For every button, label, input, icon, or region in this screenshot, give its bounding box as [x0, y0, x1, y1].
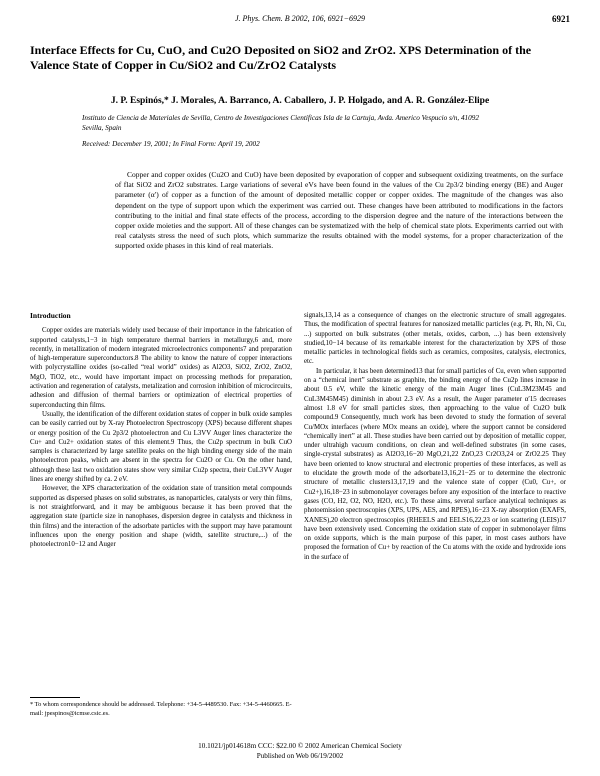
- body-paragraph: signals,13,14 as a consequence of changes on the electronic structure of small aggregates. Thus, the modification of spectral features for nanosized metallic particles (e.g. Pt, Rh, Ni, Cu, ...) supported on bulk substrates (other metals, oxides, carbon, ...) has been extensively studied,10−14 because of its remarkable interest for the characterization by XPS of those metallic particles in technological fields such as ceramics, composites, catalysis, electronics, etc.: [304, 312, 566, 366]
- abstract-text: Copper and copper oxides (Cu2O and CuO) have been deposited by evaporation of copper and subsequent oxidizing treatments, on the surface of flat SiO2 and ZrO2 substrates. Large variations of several eVs have been found in the values of the Cu 2p3/2 binding energy (BE) and Auger parameter (α′) of copper as a function of the amount of deposited metallic copper or copper oxides. The magnitude of the changes was also dependent on the type of support upon which the experiment was carried out. These changes have been attributed to modifications in the factors contributing to the initial and final state effects of the process, according to the dispersion degree and the nature of the interactions between the copper oxide moieties and the support. All of these changes can be systematized with the help of chemical state plots. Experiments carried out with real catalysts stress the need of such plots, which summarize the results obtained with the model systems, for a proper characterization of the supported oxide phases in this kind of real materials.: [115, 170, 563, 251]
- running-header: [30, 14, 570, 28]
- paper-title: Interface Effects for Cu, CuO, and Cu2O Deposited on SiO2 and ZrO2. XPS Determination of the Valence State of Copper in Cu/SiO2 and Cu/ZrO2 Catalysts: [30, 43, 532, 72]
- correspondence-footnote: * To whom correspondence should be addressed. Telephone: +34-5-4489530. Fax: +34-5-4460665. E-mail: jpespinos@icmse.csic.es.: [30, 701, 292, 717]
- author-list: J. P. Espinós,* J. Morales, A. Barranco, A. Caballero, J. P. Holgado, and A. R. González-Elipe: [110, 96, 490, 106]
- page-footer: [0, 742, 600, 761]
- body-paragraph: However, the XPS characterization of the oxidation state of transition metal compounds supported as dispersed phases on solid substrates, as nanoparticles, catalysts or very thin films, is not straightforward, and it may be ambiguous because it has been proved that the aggregation state (particle size in nanophases, dispersion degree in catalysts and thickness in thin films) and the interaction of the adsorbate particles with the support may have paramount influences upon the energy position and shape (width, satellite structure,...) of the photoelectron10−12 and Auger: [30, 485, 292, 549]
- body-paragraph: In particular, it has been determined13 that for small particles of Cu, even when supported on a “chemical inert” substrate as graphite, the binding energy of the Cu2p lines increase in about 0.5 eV, while the kinetic energy of the main Auger lines (CuL3M23M45 and CuL3M45M45) diminish in about 2.3 eV. As a result, the Auger parameter α′15 decreases almost 1.8 eV for small particles sizes, then approaching to the value of Cu2O bulk compound.9 Consequently, much work has been devoted to study the formation of several Cu/MOx interfaces (where MOx means an oxide), where the support cannot be considered “chemically inert” at all. These studies have been carried out by deposition of metallic copper, under ultrahigh vacuum conditions, on clean and well-defined substrates (in some cases, single-crystal substrates) as Al2O3,16−20 MgO,21,22 ZnO,23 Cr2O3,24 or ZrO2.25 They have been oriented to know structural and electronic properties of these interfaces, as well as to elucidate the growth mode of the adsorbate13,16,21−25 or to determine the electronic structure of metallic clusters13,17,19 and the valence state of copper (Cu0, Cu+, or Cu2+),16,18−23 in submonolayer coverages before any exposition of the interface to reactive gases (CO, H2, O2, NO, H2O, etc.). To these aims, several surface analytical techniques as photoemission spectroscopies (XPS, UPS, AES, and RPES),16−23 X-ray absorption (EXAFS, XANES),20 electron spectroscopies (RHEELS and EELS16,22,23 or ion scattering (LEIS)17 have been extensively used. Concerning the oxidation state of copper in submonolayer films on oxide supports, which is the main purpose of this paper, in most cases authors have proposed the formation of Cu+ by reaction of the Cu atoms with the oxide and hydroxide ions in the surface of: [304, 367, 566, 561]
- journal-citation: J. Phys. Chem. B 2002, 106, 6921−6929: [234, 14, 366, 23]
- body-paragraph: Usually, the identification of the different oxidation states of copper in bulk oxide samples can be easily carried out by X-ray Photoelectron Spectroscopy (XPS) because different shapes or energy position of the Cu 2p3/2 photoelectron and Cu L3VV Auger lines characterize the Cu+ and Cu2+ oxidation states of this element.9 Thus, the Cu2p spectrum in bulk CuO samples is characterized by large satellite peaks on the high binding energy side of the main photoelectron peaks, which are absent in the spectra for Cu2O or Cu. On the other hand, although these last two oxidation states show very similar Cu2p spectra, their CuL3VV Auger lines are energy shifted by ca. 2 eV.: [30, 410, 292, 484]
- published-date-line: Published on Web 06/19/2002: [256, 751, 344, 760]
- left-column: [30, 311, 292, 549]
- right-column: [304, 311, 566, 562]
- section-heading-introduction: Introduction: [30, 311, 71, 320]
- affiliation: Instituto de Ciencia de Materiales de Sevilla, Centro de Investigaciones Científicas Isla de la Cartuja, Avda. Americo Vespucio s/n, 41092 Sevilla, Spain: [82, 114, 479, 132]
- abstract: [115, 170, 563, 252]
- received-dates: Received: December 19, 2001; In Final Form: April 19, 2002: [82, 140, 260, 148]
- page-number: 6921: [552, 14, 570, 24]
- body-paragraph: Copper oxides are materials widely used because of their importance in the fabrication of supported catalysts,1−3 in high temperature thermal barriers in metallurgy,6 and, more recently, in metallization of modern integrated microelectronics components7 and preparation of high-temperature superconductors.8 The ability to know the nature of copper interactions with polycrystalline oxides (so-called “real world” oxides) as Al2O3, SiO2, ZrO2, ZnO2, MgO, TiO2, etc., would have important impact on processing methods for preparation, activation and regeneration of catalysts, metalization and corrosion inhibition of microcircuits, adhesion and diffusion of thermal barriers or optimization of electrical properties of superconducting thin films.: [30, 327, 292, 409]
- footnote-divider: [30, 697, 80, 698]
- doi-copyright-line: 10.1021/jp014618m CCC: $22.00 © 2002 American Chemical Society: [198, 742, 402, 750]
